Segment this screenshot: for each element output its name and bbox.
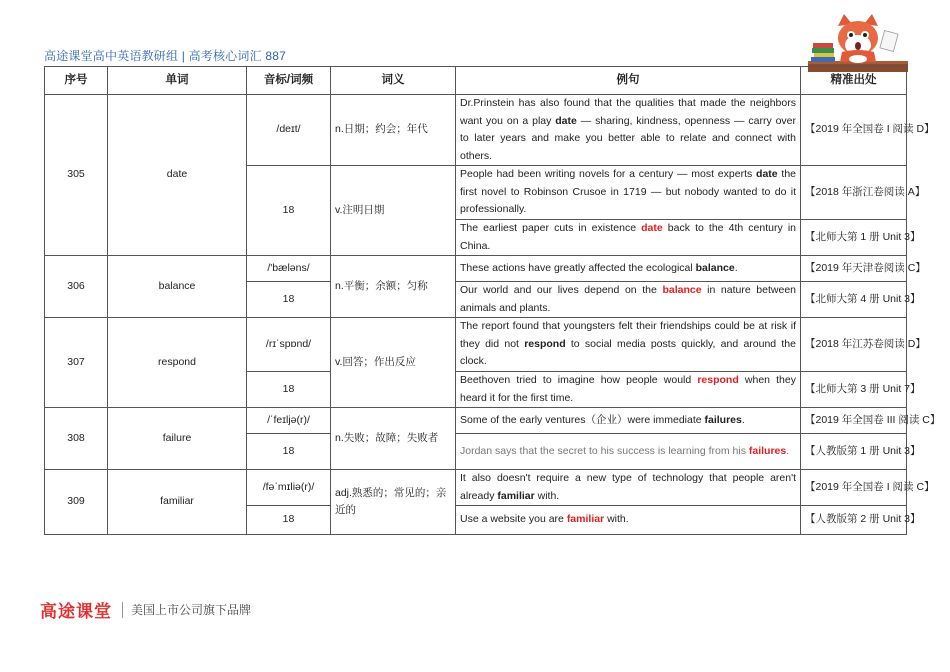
example-sentence: The report found that youngsters felt their friendships could be at risk if they did not respond to social media posts quickly, and around the clock.	[456, 318, 801, 372]
example-keyword: balance	[662, 284, 702, 296]
example-keyword: respond	[524, 337, 566, 350]
entry-word: respond	[108, 318, 247, 408]
example-sentence: Dr.Prinstein has also found that the qualities that made the neighbors want you on a play date — sharing, kindness, openness — carry over to later years and make you better able to relate and connect with others.	[456, 95, 801, 166]
column-header-meaning: 词义	[331, 67, 456, 95]
column-header-source: 精准出处	[801, 67, 907, 95]
example-source: 【2018 年浙江卷阅读 A】	[801, 166, 907, 220]
entry-word: balance	[108, 256, 247, 318]
example-keyword: balance	[695, 261, 735, 274]
example-keyword: familiar	[497, 489, 535, 502]
example-keyword: failures	[704, 413, 742, 426]
entry-frequency: 18	[247, 372, 331, 408]
column-header-phonetic: 音标/词频	[247, 67, 331, 95]
example-keyword: date	[555, 114, 577, 127]
entry-frequency: 18	[247, 434, 331, 470]
example-sentence: These actions have greatly affected the ecological balance.	[456, 256, 801, 282]
example-sentence: Some of the early ventures（企业）were immediate failures.	[456, 408, 801, 434]
entry-frequency: 18	[247, 166, 331, 256]
example-source: 【2018 年江苏卷阅读 D】	[801, 318, 907, 372]
entry-meaning: n.失败；故障；失败者	[331, 408, 456, 470]
entry-number: 305	[45, 95, 108, 256]
example-sentence: Jordan says that the secret to his success is learning from his failures.	[456, 434, 801, 470]
table-header-row	[45, 67, 907, 95]
entry-number: 307	[45, 318, 108, 408]
example-sentence: Use a website you are familiar with.	[456, 506, 801, 535]
entry-phonetic: /'bæləns/	[247, 256, 331, 282]
table-row	[45, 470, 907, 506]
example-sentence: People had been writing novels for a century — most experts date the first novel to Robinson Crusoe in 1719 — but nobody wanted to do it professionally.	[456, 166, 801, 220]
example-source: 【2019 年全国卷 III 阅读 C】	[801, 408, 907, 434]
entry-phonetic: /fəˈmɪliə(r)/	[247, 470, 331, 506]
entry-word: date	[108, 95, 247, 256]
column-header-example: 例句	[456, 67, 801, 95]
entry-meaning: n.平衡；余额；匀称	[331, 256, 456, 318]
vocabulary-table	[44, 66, 941, 535]
footer-divider	[122, 602, 123, 618]
reading-fox-mascot-icon	[808, 12, 908, 74]
example-sentence: It also doesn't require a new type of technology that people aren't already familiar with.	[456, 470, 801, 506]
example-sentence: The earliest paper cuts in existence date back to the 4th century in China.	[456, 220, 801, 256]
entry-phonetic: /rɪˈspɒnd/	[247, 318, 331, 372]
entry-meaning: v.注明日期	[331, 166, 456, 256]
example-source: 【人教版第 2 册 Unit 3】	[801, 506, 907, 535]
brand-tagline: 美国上市公司旗下品牌	[131, 603, 252, 617]
entry-number: 308	[45, 408, 108, 470]
entry-meaning: v.回答；作出反应	[331, 318, 456, 408]
example-source: 【北师大第 4 册 Unit 3】	[801, 282, 907, 318]
entry-phonetic: /ˈfeɪljə(r)/	[247, 408, 331, 434]
entry-word: familiar	[108, 470, 247, 535]
entry-word: failure	[108, 408, 247, 470]
footer	[40, 597, 251, 622]
example-source: 【2019 年天津卷阅读 C】	[801, 256, 907, 282]
table-row	[45, 408, 907, 434]
example-keyword: respond	[697, 374, 739, 386]
entry-meaning: n.日期；约会；年代	[331, 95, 456, 166]
brand-logo: 高途课堂	[40, 602, 112, 621]
table-row	[45, 95, 907, 166]
table-row	[45, 256, 907, 282]
entry-meaning: adj.熟悉的；常见的；亲近的	[331, 470, 456, 535]
example-source: 【北师大第 3 册 Unit 7】	[801, 372, 907, 408]
entry-number: 306	[45, 256, 108, 318]
example-source: 【2019 年全国卷 I 阅读 D】	[801, 95, 907, 166]
example-keyword: date	[641, 222, 663, 234]
table-row	[45, 318, 907, 372]
example-keyword: failures	[748, 444, 787, 457]
entry-number: 309	[45, 470, 108, 535]
entry-frequency: 18	[247, 506, 331, 535]
example-sentence: Beethoven tried to imagine how people would respond when they heard it for the first time.	[456, 372, 801, 408]
example-sentence: Our world and our lives depend on the balance in nature between animals and plants.	[456, 282, 801, 318]
column-header-word: 单词	[108, 67, 247, 95]
example-keyword: date	[756, 168, 778, 181]
entry-frequency: 18	[247, 282, 331, 318]
example-keyword: familiar	[566, 513, 605, 526]
example-source: 【人教版第 1 册 Unit 3】	[801, 434, 907, 470]
example-source: 【北师大第 1 册 Unit 3】	[801, 220, 907, 256]
example-source: 【2019 年全国卷 I 阅读 C】	[801, 470, 907, 506]
page-header-title: 高途课堂高中英语教研组 | 高考核心词汇 887	[44, 49, 286, 63]
column-header-no: 序号	[45, 67, 108, 95]
entry-phonetic: /deɪt/	[247, 95, 331, 166]
